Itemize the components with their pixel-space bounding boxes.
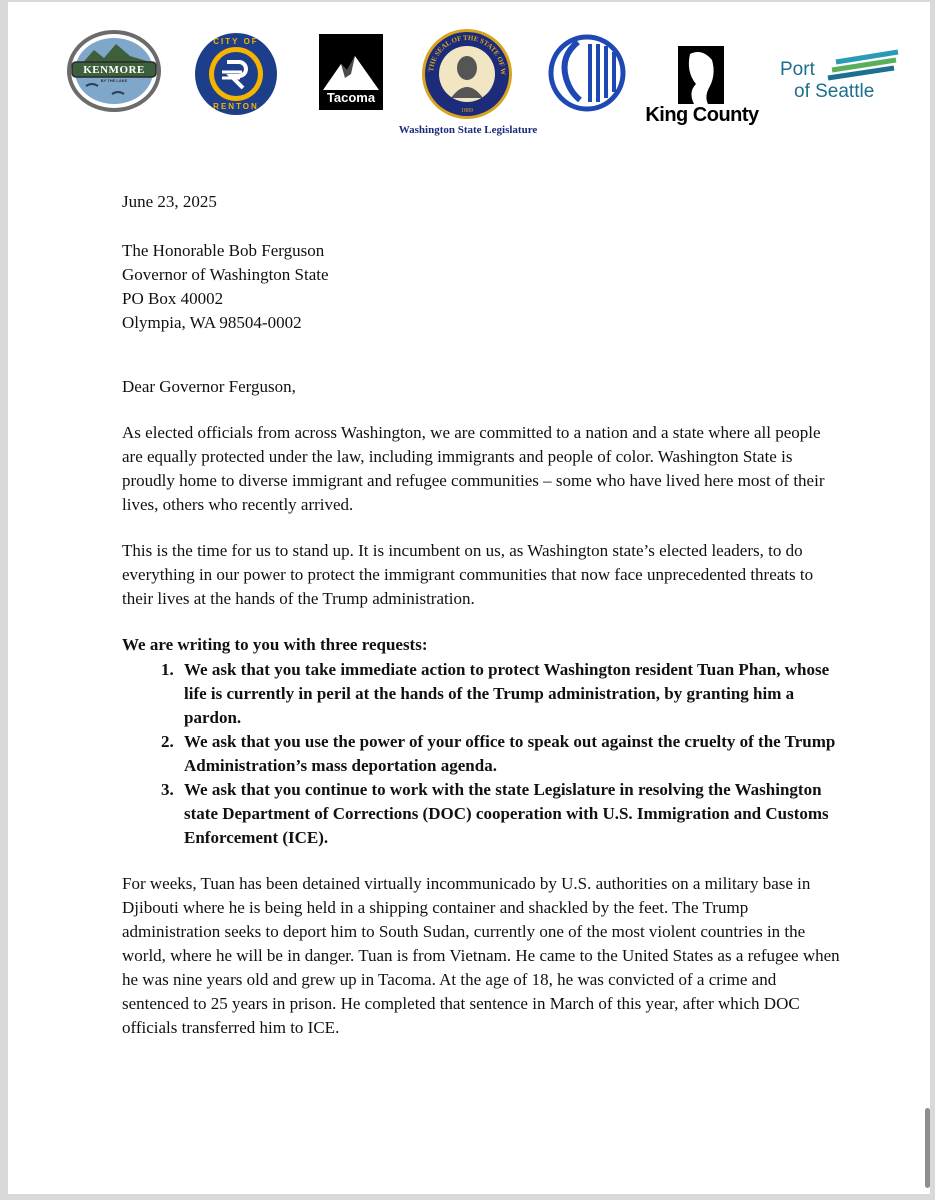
renton-logo-bottom: RENTON [213, 102, 259, 111]
of-seattle-text: of Seattle [794, 81, 875, 102]
tacoma-logo-text: Tacoma [326, 90, 376, 105]
washington-seal [421, 28, 513, 120]
paragraph-3: For weeks, Tuan has been detained virtually incommunicado by U.S. authorities on a military base in Djibouti where he is being held in a shipping container and shackled by the feet. The Trump administration seeks to deport him to South Sudan, currently one of the most violent countries in the world, where he will be in danger. Tuan is from Vietnam. He came to the United States as a refugee when he was nine years old and grew up in Tacoma. At the age of 18, he was convicted of a crime and sentenced to 25 years in prison. He completed that sentence in March of this year, after which DOC officials transferred him to ICE. [122, 874, 840, 1037]
port-text: Port [780, 59, 815, 80]
paragraph-2: This is the time for us to stand up. It is incumbent on us, as Washington state’s elected leaders, to do everything in our power to protect the immigrant communities that now face unprecedented threats to their lives at the hands of the Trump administration. [122, 541, 814, 608]
request-item: 1. We ask that you take immediate action to protect Washington resident Tuan Phan, whose life is currently in peril at the hands of the Trump administration, by granting him a pardon. [178, 658, 842, 730]
scrollbar-thumb[interactable] [925, 1108, 930, 1188]
tacoma-logo-small: CITY OF [343, 83, 359, 88]
king-county-logo [640, 46, 764, 128]
request-item: 2. We ask that you use the power of your office to speak out against the cruelty of the Trump Administration’s mass deportation agenda. [178, 730, 842, 778]
address-line: Olympia, WA 98504-0002 [122, 313, 302, 332]
kenmore-logo-subtext: BY THE LAKE [100, 78, 128, 83]
requests-heading: We are writing to you with three requests: [122, 635, 428, 654]
request-item: 3. We ask that you continue to work with the state Legislature in resolving the Washington state Department of Corrections (DOC) cooperation with U.S. Immigration and Customs Enforcement (ICE). [178, 778, 842, 850]
salutation: Dear Governor Ferguson, [122, 377, 296, 396]
recipient-address [122, 239, 842, 335]
address-line: PO Box 40002 [122, 289, 224, 308]
port-of-seattle-logo [780, 48, 904, 108]
letter-date: June 23, 2025 [122, 192, 217, 211]
seattle-logo [548, 34, 626, 112]
requests-list [122, 658, 842, 850]
king-county-text: King County [645, 104, 759, 126]
address-line: The Honorable Bob Ferguson [122, 241, 325, 260]
seal-text: THE SEAL OF THE STATE OF W [427, 33, 508, 75]
legislature-label: Washington State Legislature [398, 124, 538, 136]
document-page [8, 2, 930, 1194]
kenmore-logo [64, 28, 164, 114]
tacoma-logo [319, 34, 383, 110]
kenmore-logo-text: KENMORE [83, 64, 145, 76]
paragraph-1: As elected officials from across Washington, we are committed to a nation and a state where all people are equally protected under the law, including immigrants and people of color. Washington State is proudly home to diverse immigrant and refugee communities – some who have lived here most of their lives, others who recently arrived. [122, 423, 825, 514]
seal-year: 1889 [461, 108, 473, 114]
renton-logo [194, 32, 278, 116]
address-line: Governor of Washington State [122, 265, 329, 284]
renton-logo-top: CITY OF [213, 37, 259, 46]
letter-body [122, 190, 842, 1062]
